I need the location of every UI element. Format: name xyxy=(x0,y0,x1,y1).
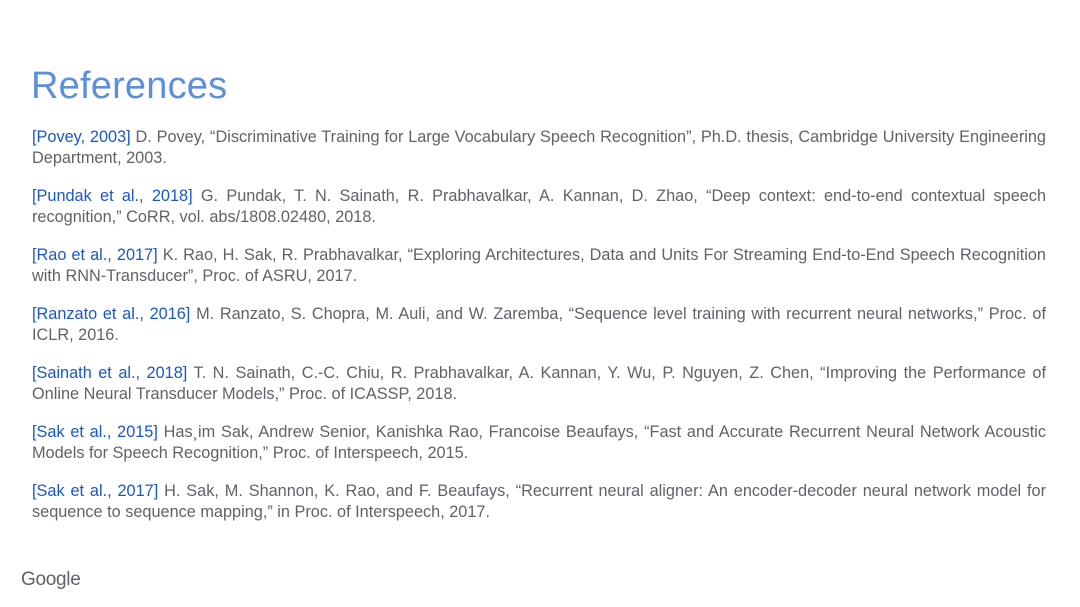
slide-title: References xyxy=(31,65,228,107)
reference-text: M. Ranzato, S. Chopra, M. Auli, and W. Zaremba, “Sequence level training with recurrent neural networks,” Proc. of ICLR, 2016. xyxy=(32,305,1047,344)
reference-text: Has¸im Sak, Andrew Senior, Kanishka Rao, Francoise Beaufays, “Fast and Accurate Recurrent Neural Network Acoustic Models for Speech Recognition,” Proc. of Interspeech, 2015. xyxy=(32,423,1046,462)
reference-item xyxy=(32,481,1046,523)
reference-key: [Sak et al., 2017] xyxy=(32,482,159,500)
reference-item xyxy=(32,186,1046,228)
reference-key: [Sak et al., 2015] xyxy=(32,423,158,441)
reference-text: H. Sak, M. Shannon, K. Rao, and F. Beaufays, “Recurrent neural aligner: An encoder-decoder neural network model for sequence to sequence mapping,” in Proc. of Interspeech, 2017. xyxy=(32,482,1046,521)
reference-item xyxy=(32,422,1046,464)
reference-item xyxy=(32,304,1046,346)
reference-key: [Pundak et al., 2018] xyxy=(32,187,193,205)
google-logo: Google xyxy=(21,569,81,590)
reference-text: G. Pundak, T. N. Sainath, R. Prabhavalkar, A. Kannan, D. Zhao, “Deep context: end-to-end contextual speech recognition,” CoRR, vol. abs/1808.02480, 2018. xyxy=(32,187,1047,226)
reference-key: [Povey, 2003] xyxy=(32,128,131,146)
reference-list xyxy=(32,127,1046,540)
reference-key: [Ranzato et al., 2016] xyxy=(32,305,191,323)
reference-key: [Rao et al., 2017] xyxy=(32,246,158,264)
reference-item xyxy=(32,245,1046,287)
reference-text: D. Povey, “Discriminative Training for Large Vocabulary Speech Recognition”, Ph.D. thesis, Cambridge University Engineering Department, 2003. xyxy=(32,128,1046,167)
reference-text: T. N. Sainath, C.-C. Chiu, R. Prabhavalkar, A. Kannan, Y. Wu, P. Nguyen, Z. Chen, “Improving the Performance of Online Neural Transducer Models,” Proc. of ICASSP, 2018. xyxy=(32,364,1046,403)
reference-key: [Sainath et al., 2018] xyxy=(32,364,188,382)
reference-text: K. Rao, H. Sak, R. Prabhavalkar, “Exploring Architectures, Data and Units For Streaming End-to-End Speech Recognition with RNN-Transducer”, Proc. of ASRU, 2017. xyxy=(32,246,1046,285)
reference-item xyxy=(32,363,1046,405)
reference-item xyxy=(32,127,1046,169)
